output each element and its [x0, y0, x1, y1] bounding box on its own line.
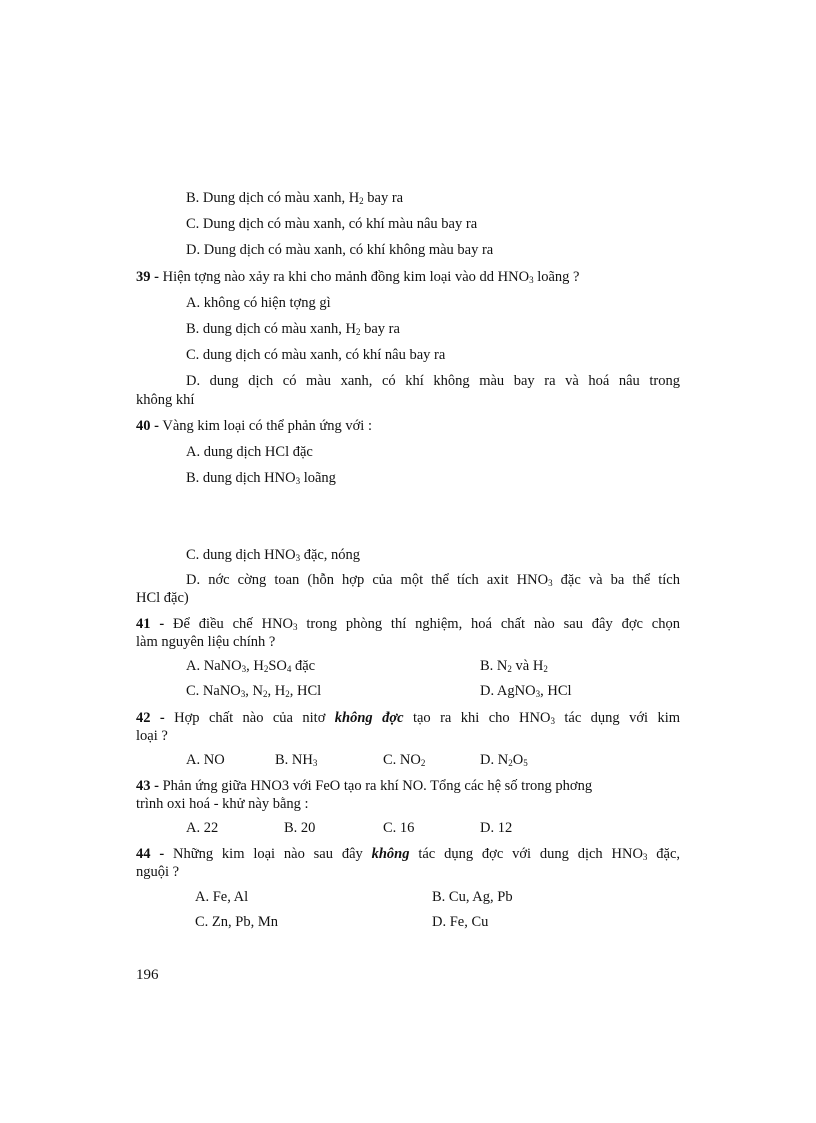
q39-option-c: C. dung dịch có màu xanh, có khí nâu bay ra: [186, 347, 446, 363]
q41-stem: 41 - Để điều chế $HNO_3$ trong phòng thí nghiệm, hoá chất nào sau đây đợc chọn: [136, 616, 680, 632]
q44-stem: 44 - Những kim loại nào sau đây không tác dụng đợc với dung dịch $HNO_3$ đặc,: [136, 846, 681, 862]
q44-option-a: A. Fe, Al: [195, 889, 249, 905]
q38-option-b: B. Dung dịch có màu xanh, $H_2$ bay ra: [186, 190, 404, 206]
q44-option-d: D. Fe, Cu: [432, 914, 489, 930]
q40-option-b: B. dung dịch $HNO_3$ loãng: [186, 470, 336, 486]
q39-option-d: D. dung dịch có màu xanh, có khí không màu bay ra và hoá nâu trong: [186, 373, 680, 389]
q44-stem-cont: nguội ?: [136, 864, 180, 880]
q43-option-c: C. 16: [383, 820, 415, 836]
q39-stem: 39 - Hiện tợng nào xảy ra khi cho mảnh đồng kim loại vào dd $HNO_3$ loãng ?: [136, 269, 580, 285]
q40-option-d: D. nớc cờng toan (hỗn hợp của một thể tích axit $HNO_3$ đặc và ba thể tích: [186, 572, 680, 588]
q41-option-c: C. NaNO$_3$, $N_2$, $H_2$, HCl: [186, 683, 322, 699]
q42-option-b: B. $NH_3$: [275, 752, 318, 768]
q40-stem: 40 - Vàng kim loại có thể phản ứng với :: [136, 418, 372, 434]
q44-option-c: C. Zn, Pb, Mn: [195, 914, 278, 930]
q43-stem-cont: trình oxi hoá - khử này bằng :: [136, 796, 309, 812]
q41-option-a: A. NaNO$_3$, $H_2SO_4$ đặc: [186, 658, 316, 674]
q40-option-c: C. dung dịch $HNO_3$ đặc, nóng: [186, 547, 361, 563]
q42-option-c: C. $NO_2$: [383, 752, 426, 768]
q42-stem-cont: loại ?: [136, 728, 168, 744]
q43-option-b: B. 20: [284, 820, 316, 836]
q41-option-b: B. $N_2$ và $H_2$: [480, 658, 548, 674]
q39-option-d-cont: không khí: [136, 392, 195, 408]
q39-option-a: A. không có hiện tợng gì: [186, 295, 331, 311]
q42-option-d: D. $N_2O_5$: [480, 752, 528, 768]
q41-stem-cont: làm nguyên liệu chính ?: [136, 634, 276, 650]
q42-option-a: A. NO: [186, 752, 225, 768]
q41-option-d: D. AgNO$_3$, HCl: [480, 683, 572, 699]
q42-stem: 42 - Hợp chất nào của nitơ không đợc tạo ra khi cho $HNO_3$ tác dụng với kim: [136, 710, 681, 726]
page-number: 196: [136, 967, 159, 983]
q39-option-b: B. dung dịch có màu xanh, $H_2$ bay ra: [186, 321, 400, 337]
q44-option-b: B. Cu, Ag, Pb: [432, 889, 513, 905]
q43-option-d: D. 12: [480, 820, 513, 836]
q43-option-a: A. 22: [186, 820, 219, 836]
q40-option-d-cont: HCl đặc): [136, 590, 189, 606]
q40-option-a: A. dung dịch HCl đặc: [186, 444, 313, 460]
q38-option-c: C. Dung dịch có màu xanh, có khí màu nâu bay ra: [186, 216, 478, 232]
q38-option-d: D. Dung dịch có màu xanh, có khí không màu bay ra: [186, 242, 494, 258]
q43-stem: 43 - Phản ứng giữa HNO3 với FeO tạo ra khí NO. Tổng các hệ số trong phơng: [136, 778, 593, 794]
